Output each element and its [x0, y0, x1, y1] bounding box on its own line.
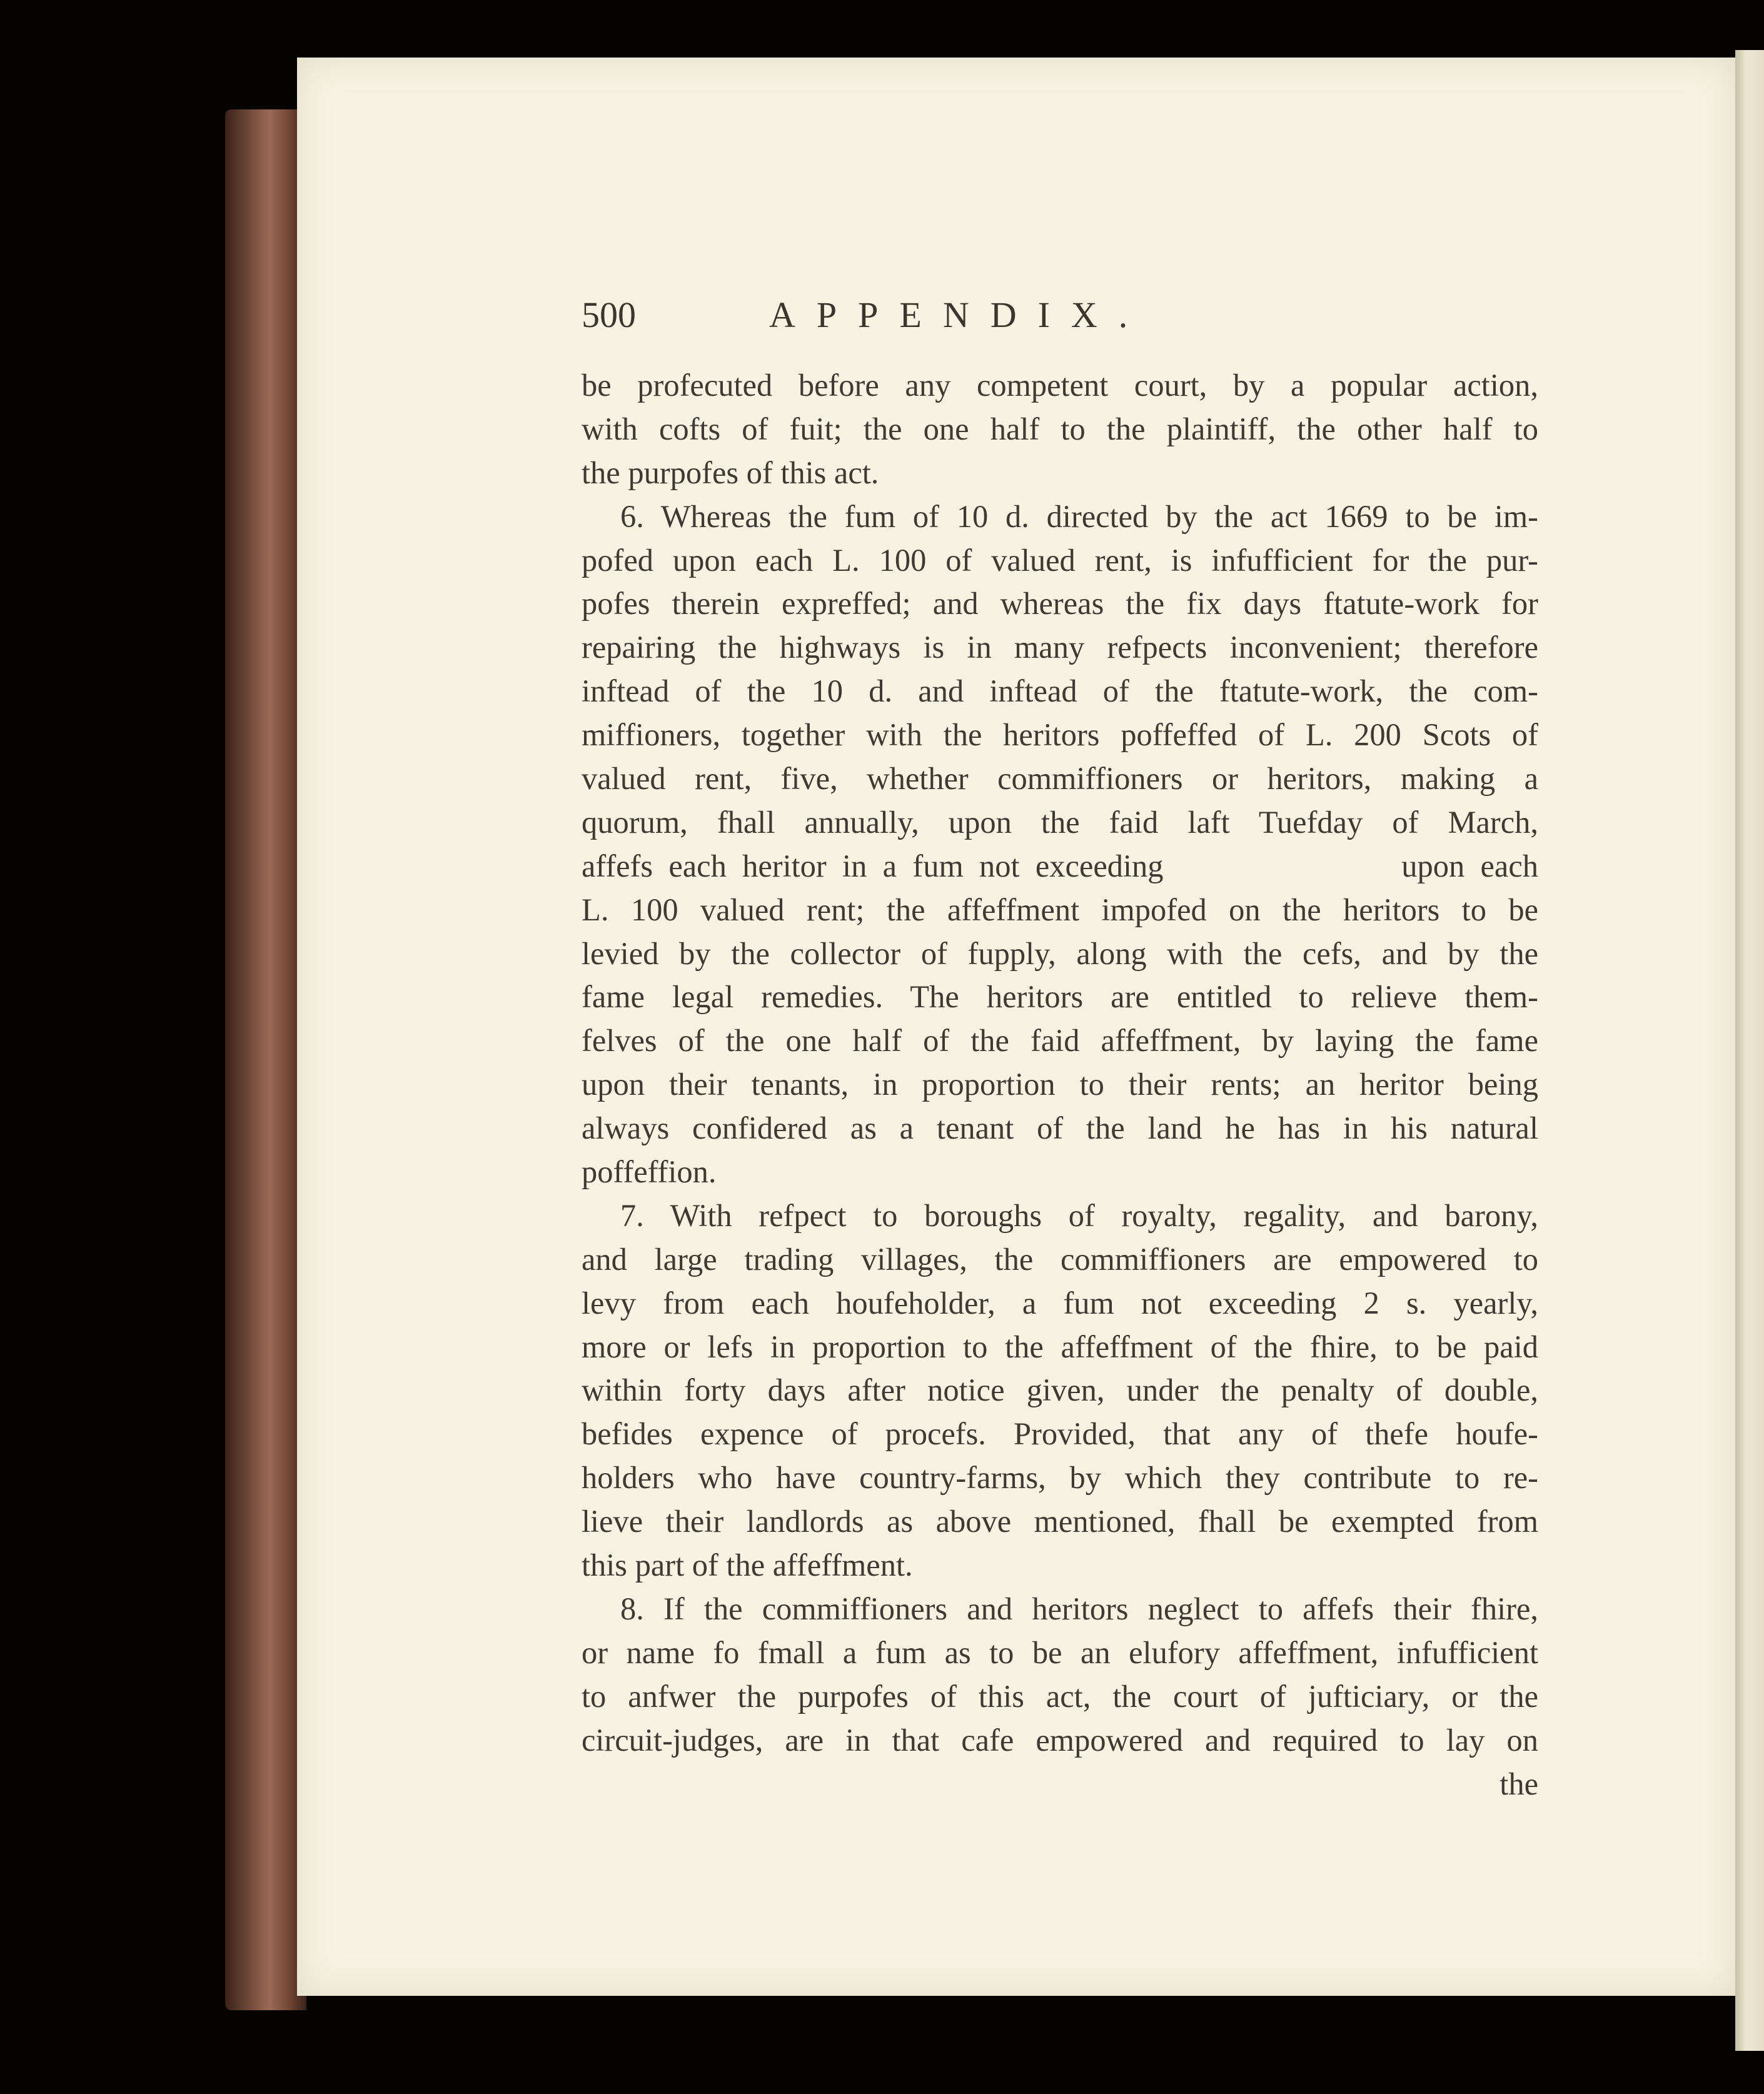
text-line: this part of the affeffment. — [582, 1548, 913, 1583]
text-line: pofed upon each L. 100 of valued rent, is infufficient for the pur- — [582, 542, 1538, 578]
text-line: valued rent, five, whether commiffioners or heritors, making a — [582, 761, 1538, 797]
text-line: holders who have country-farms, by which they contribute to re- — [582, 1460, 1538, 1496]
text-line: the purpofes of this act. — [582, 455, 879, 490]
text-line: and large trading villages, the commiffioners are empowered to — [582, 1241, 1538, 1277]
text-line: or name fo fmall a fum as to be an elufory affeffment, infufficient — [582, 1634, 1538, 1670]
text-line: felves of the one half of the faid affeffment, by laying the fame — [582, 1023, 1538, 1059]
running-head-title: APPENDIX. — [769, 294, 1149, 335]
text-line: 8. If the commiffioners and heritors neglect to affefs their fhire, — [620, 1591, 1538, 1626]
text-line-end: upon each — [1401, 848, 1538, 883]
text-line: be profecuted before any competent court, by a popular action, — [582, 368, 1538, 403]
text-line-start: affefs each heritor in a fum not exceeding — [582, 848, 1164, 883]
text-line: levied by the collector of fupply, along with the cefs, and by the — [582, 935, 1538, 971]
page-number: 500 — [582, 294, 636, 335]
text-line: upon their tenants, in proportion to their rents; an heritor being — [582, 1067, 1538, 1102]
text-line: inftead of the 10 d. and inftead of the ftatute-work, the com- — [582, 673, 1538, 709]
text-line: circuit-judges, are in that cafe empowered and required to lay on — [582, 1722, 1538, 1758]
body-text — [582, 364, 1538, 1806]
running-head — [582, 294, 1570, 350]
text-line: within forty days after notice given, under the penalty of double, — [582, 1372, 1538, 1408]
text-line: 7. With refpect to boroughs of royalty, regality, and barony, — [620, 1197, 1538, 1233]
text-line: levy from each houfeholder, a fum not exceeding 2 s. yearly, — [582, 1285, 1538, 1321]
text-line: to anfwer the purpofes of this act, the court of jufticiary, or the — [582, 1678, 1538, 1714]
text-line: poffeffion. — [582, 1154, 717, 1190]
text-line: repairing the highways is in many refpects inconvenient; therefore — [582, 630, 1538, 665]
text-line: with cofts of fuit; the one half to the plaintiff, the other half to — [582, 411, 1538, 446]
text-line: L. 100 valued rent; the affeffment impofed on the heritors to be — [582, 892, 1538, 927]
text-line — [582, 845, 1538, 888]
text-line: fame legal remedies. The heritors are entitled to relieve them- — [582, 979, 1538, 1015]
facing-page-edge — [1735, 50, 1764, 2051]
text-line: the — [1499, 1766, 1538, 1801]
text-line: always confidered as a tenant of the land he has in his natural — [582, 1110, 1538, 1146]
text-line: befides expence of procefs. Provided, that any of thefe houfe- — [582, 1416, 1538, 1452]
text-line: 6. Whereas the fum of 10 d. directed by the act 1669 to be im- — [620, 498, 1538, 534]
text-line: quorum, fhall annually, upon the faid laft Tuefday of March, — [582, 804, 1538, 840]
text-line: pofes therein expreffed; and whereas the fix days ftatute-work for — [582, 586, 1538, 622]
text-line: more or lefs in proportion to the affeffment of the fhire, to be paid — [582, 1329, 1538, 1364]
text-line: miffioners, together with the heritors poffeffed of L. 200 Scots of — [582, 717, 1538, 753]
book-spine — [225, 109, 306, 2010]
text-line: lieve their landlords as above mentioned, fhall be exempted from — [582, 1504, 1538, 1539]
